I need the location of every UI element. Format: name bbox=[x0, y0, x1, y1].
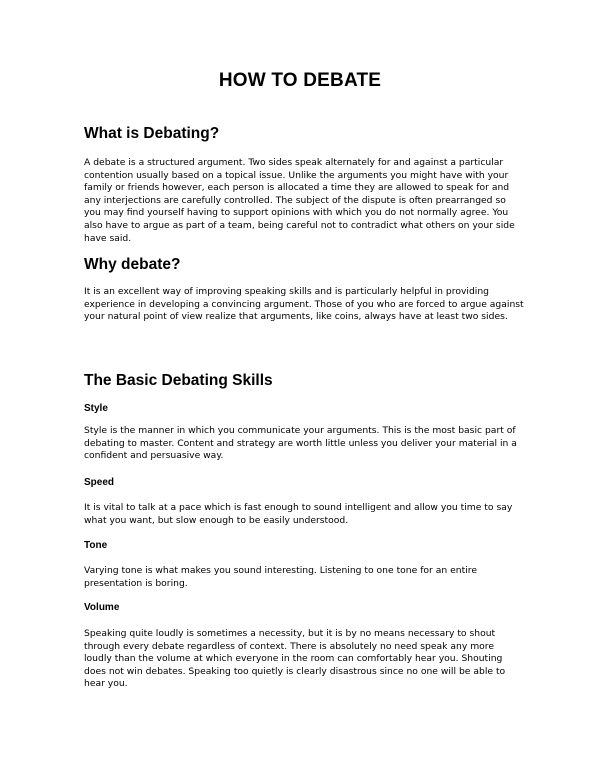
subheading-style: Style bbox=[84, 403, 108, 414]
page-title: HOW TO DEBATE bbox=[218, 70, 382, 91]
paragraph-tone: Varying tone is what makes you sound interesting. Listening to one tone for an entire presentation is boring. bbox=[84, 565, 477, 589]
subheading-speed: Speed bbox=[84, 477, 115, 488]
subheading-volume: Volume bbox=[84, 602, 120, 613]
heading-basic-debating-skills: The Basic Debating Skills bbox=[84, 372, 273, 389]
paragraph-what-is-debating: A debate is a structured argument. Two sides speak alternately for and against a particular contention usually based on a topical issue. Unlike the arguments you might have with your family or friends however, each person is allocated a time they are allowed to speak for and any interjections are carefully controlled. The subject of the dispute is often prearranged so you may find yourself having to support opinions with which you do not normally agree. You also have to argue as part of a team, being careful not to contradict what others on your side have said. bbox=[84, 157, 515, 244]
paragraph-volume: Speaking quite loudly is sometimes a necessity, but it is by no means necessary to shout through every debate regardless of context. There is absolutely no need speak any more loudly than the volume at which everyone in the room can comfortably hear you. Shouting does not win debates. Speaking too quietly is clearly disastrous since no one will be able to hear you. bbox=[84, 628, 506, 690]
paragraph-speed: It is vital to talk at a pace which is fast enough to sound intelligent and allow you time to say what you want, but slow enough to be easily understood. bbox=[84, 502, 513, 526]
heading-what-is-debating: What is Debating? bbox=[84, 125, 220, 142]
subheading-tone: Tone bbox=[84, 540, 108, 551]
paragraph-why-debate: It is an excellent way of improving speaking skills and is particularly helpful in providing experience in developing a convincing argument. Those of you who are forced to argue against your natural point of view realize that arguments, like coins, always have at least two sides. bbox=[84, 286, 524, 323]
heading-why-debate: Why debate? bbox=[84, 256, 181, 273]
paragraph-style: Style is the manner in which you communicate your arguments. This is the most basic part of debating to master. Content and strategy are worth little unless you deliver your material in a confident and persuasive way. bbox=[84, 425, 517, 462]
